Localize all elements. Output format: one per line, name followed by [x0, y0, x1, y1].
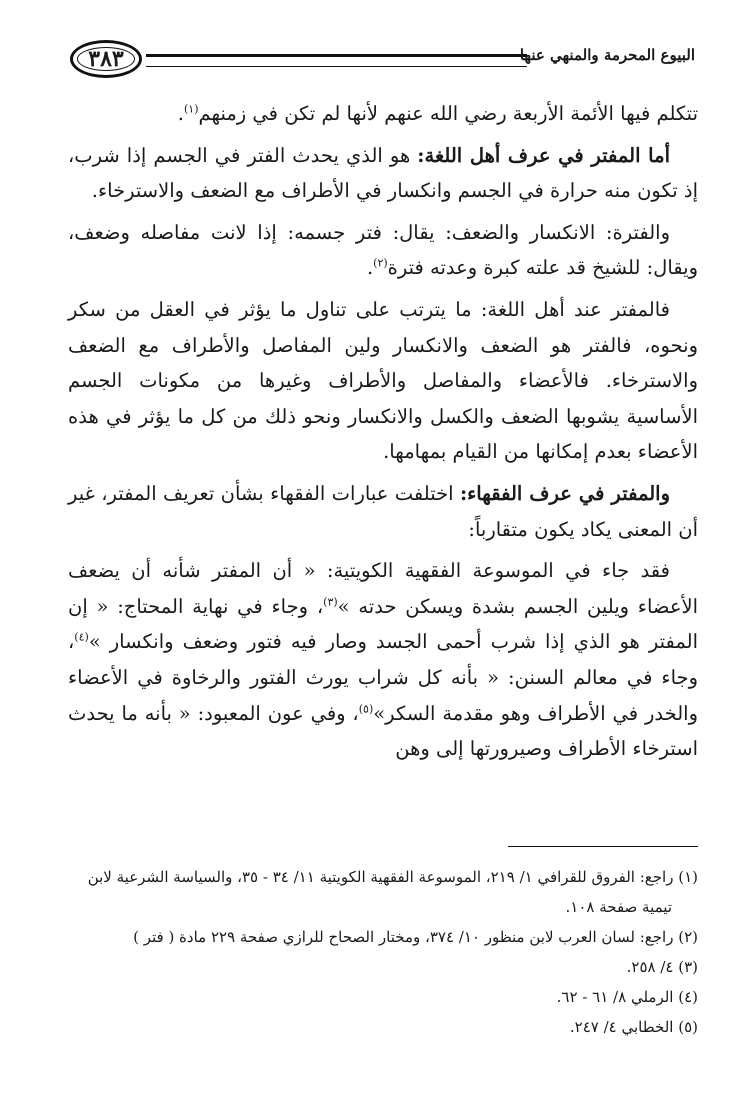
footnote-1: (١) راجع: الفروق للقرافي ١/ ٢١٩، الموسوعة الفقهية الكويتية ١١/ ٣٤ - ٣٥، والسياسة الشرعية لابن تيمية صفحة ١٠٨.: [87, 868, 698, 916]
footnote-ref-1[interactable]: (١): [184, 102, 199, 116]
footnote-3: (٣) ٤/ ٢٥٨.: [626, 958, 698, 976]
footnote-2: (٢) راجع: لسان العرب لابن منظور ١٠/ ٣٧٤، ومختار الصحاح للرازي صفحة ٢٢٩ مادة ( فتر ): [133, 928, 698, 946]
paragraph-1: تتكلم فيها الأئمة الأربعة رضي الله عنهم لأنها لم تكن في زمنهم$^{(١)}$.: [177, 102, 698, 125]
paragraph-3: والفترة: الانكسار والضعف: يقال: فتر جسمه: إذا لانت مفاصله وضعف، ويقال: للشيخ قد علته كبرة وعدته فترة$^{(٢)}$.: [68, 220, 698, 280]
footnote-ref-3[interactable]: (٣): [323, 595, 338, 609]
footnote-ref-5[interactable]: (٥): [358, 702, 374, 715]
page-number-badge: [70, 40, 142, 78]
term-heading: والمفتر في عرف الفقهاء:: [459, 481, 670, 505]
footnote-4: (٤) الرملي ٨/ ٦١ - ٦٢.: [556, 988, 698, 1006]
term-heading: أما المفتر في عرف أهل اللغة:: [417, 143, 670, 167]
page-number: ٣٨٣: [88, 46, 124, 72]
header-rule: [146, 54, 527, 67]
footnote-5: (٥) الخطابي ٤/ ٢٤٧.: [569, 1018, 698, 1036]
footnote-separator: [508, 846, 698, 847]
main-text: [68, 96, 698, 773]
footnote-ref-2[interactable]: (٢): [373, 256, 388, 270]
footnotes: [70, 862, 698, 1042]
paragraph-6: فقد جاء في الموسوعة الفقهية الكويتية: « أن المفتر شأنه أن يضعف الأعضاء ويلين الجسم بشدة ويسكن حدته »$^{(٣)}$، وجاء في نهاية المحتاج: « إن المفتر هو الذي إذا شرب أحمى الجسد وصار فيه فتور وضعف وانكسار »$^{(٤)}$، وجاء في معالم السنن: « بأنه كل شراب يورث الفتور والرخاوة في الأعضاء والخدر في الأطراف وهو مقدمة السكر»$^{(٥)}$، وفي عون المعبود: « بأنه ما يحدث استرخاء الأطراف وصيرورتها إلى وهن: [68, 559, 698, 761]
page-header: [70, 40, 695, 84]
paragraph-4: فالمفتر عند أهل اللغة: ما يترتب على تناول ما يؤثر في العقل من سكر ونحوه، فالفتر هو الضعف والانكسار ولين المفاصل والأطراف مع الضعف والاسترخاء. فالأعضاء والمفاصل والأطراف وغيرها من مكونات الجسم الأساسية يشوبها الضعف والكسل والانكسار ونحو ذلك من كل ما يؤثر في هذه الأعضاء بعدم إمكانها من القيام بمهامها.: [68, 297, 698, 464]
footnote-ref-4[interactable]: (٤): [74, 630, 89, 644]
paragraph-2: أما المفتر في عرف أهل اللغة: هو الذي يحدث الفتر في الجسم إذا شرب، إذ تكون منه حرارة في الجسم وانكسار في الأطراف مع الضعف والاسترخاء.: [68, 143, 698, 203]
running-title: البيوع المحرمة والمنهي عنها: [519, 46, 695, 64]
paragraph-5: والمفتر في عرف الفقهاء: اختلفت عبارات الفقهاء بشأن تعريف المفتر، غير أن المعنى يكاد يكون متقارباً:: [68, 481, 698, 541]
